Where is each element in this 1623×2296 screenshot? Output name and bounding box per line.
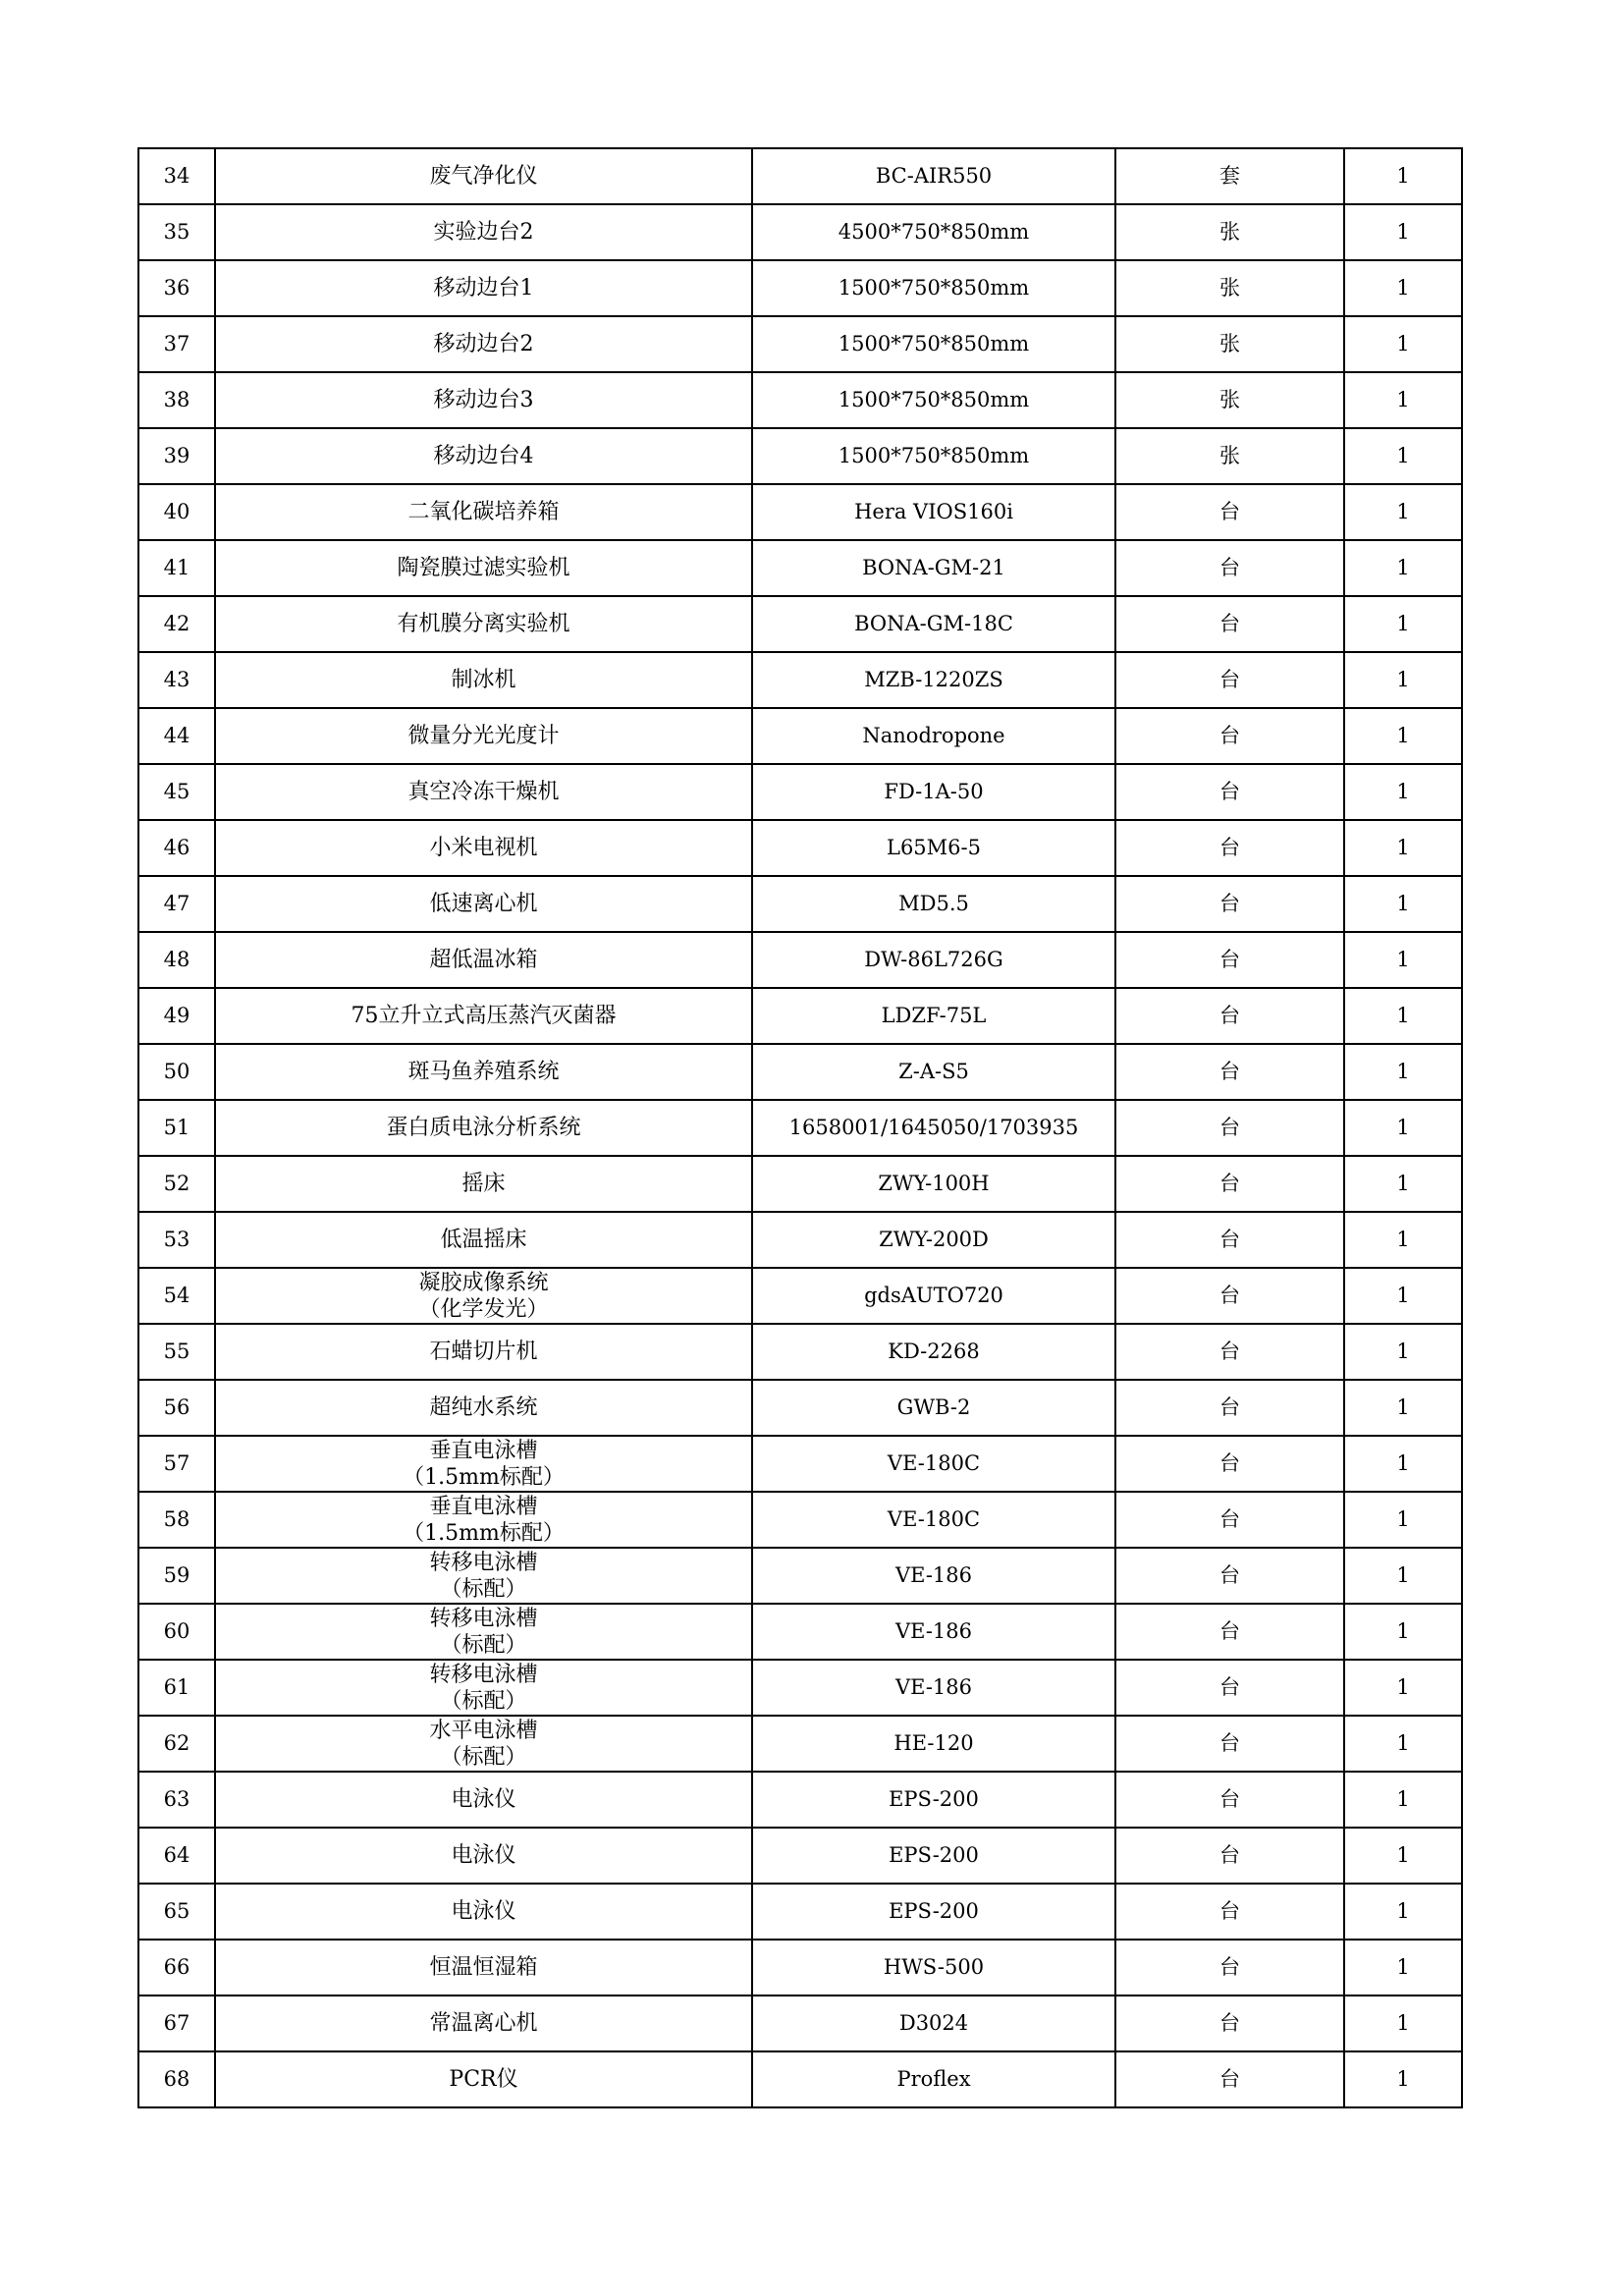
equipment-name-line: （标配）	[440, 1744, 527, 1770]
quantity-cell: 1	[1344, 1100, 1462, 1156]
row-number-cell: 62	[138, 1716, 215, 1772]
equipment-name-line: 水平电泳槽	[429, 1718, 538, 1743]
quantity-cell: 1	[1344, 1995, 1462, 2051]
equipment-name-cell	[215, 1604, 752, 1660]
table-row	[138, 932, 1462, 988]
equipment-name-cell	[215, 764, 752, 820]
equipment-name-line: 真空冷冻干燥机	[407, 780, 560, 804]
equipment-name-line: 废气净化仪	[429, 164, 538, 189]
table-row	[138, 876, 1462, 932]
quantity-cell: 1	[1344, 1940, 1462, 1995]
model-cell: gdsAUTO720	[752, 1268, 1115, 1324]
unit-cell: 套	[1115, 148, 1344, 204]
row-number-cell: 52	[138, 1156, 215, 1212]
model-cell: 4500*750*850mm	[752, 204, 1115, 260]
table-row	[138, 260, 1462, 316]
equipment-name-cell	[215, 1995, 752, 2051]
row-number-cell: 63	[138, 1772, 215, 1828]
equipment-name-line: 微量分光光度计	[407, 724, 560, 748]
equipment-name-line: （标配）	[440, 1576, 527, 1602]
row-number-cell: 68	[138, 2051, 215, 2107]
table-row	[138, 764, 1462, 820]
equipment-name-cell	[215, 988, 752, 1044]
table-row	[138, 1995, 1462, 2051]
table-row	[138, 540, 1462, 596]
model-cell: 1500*750*850mm	[752, 372, 1115, 428]
quantity-cell: 1	[1344, 876, 1462, 932]
equipment-name-cell	[215, 316, 752, 372]
equipment-name-line: 移动边台3	[433, 388, 534, 412]
row-number-cell: 64	[138, 1828, 215, 1884]
model-cell: LDZF-75L	[752, 988, 1115, 1044]
table-row	[138, 1380, 1462, 1436]
table-row	[138, 820, 1462, 876]
unit-cell: 台	[1115, 764, 1344, 820]
equipment-name-line: 有机膜分离实验机	[397, 612, 570, 636]
model-cell: 1500*750*850mm	[752, 260, 1115, 316]
quantity-cell: 1	[1344, 932, 1462, 988]
table-row	[138, 1660, 1462, 1716]
quantity-cell: 1	[1344, 1436, 1462, 1492]
unit-cell: 台	[1115, 540, 1344, 596]
equipment-name-line: 移动边台4	[433, 444, 534, 468]
quantity-cell: 1	[1344, 148, 1462, 204]
row-number-cell: 67	[138, 1995, 215, 2051]
row-number-cell: 57	[138, 1436, 215, 1492]
quantity-cell: 1	[1344, 1548, 1462, 1604]
equipment-name-cell	[215, 540, 752, 596]
row-number-cell: 60	[138, 1604, 215, 1660]
equipment-name-cell	[215, 820, 752, 876]
unit-cell: 台	[1115, 1100, 1344, 1156]
unit-cell: 台	[1115, 1995, 1344, 2051]
equipment-name-line: 凝胶成像系统	[418, 1270, 549, 1295]
equipment-name-cell	[215, 1548, 752, 1604]
quantity-cell: 1	[1344, 372, 1462, 428]
unit-cell: 台	[1115, 1716, 1344, 1772]
table-row	[138, 1100, 1462, 1156]
equipment-name-cell	[215, 204, 752, 260]
equipment-table	[137, 147, 1463, 2108]
equipment-name-cell	[215, 1716, 752, 1772]
quantity-cell: 1	[1344, 1828, 1462, 1884]
unit-cell: 台	[1115, 1212, 1344, 1268]
equipment-name-cell	[215, 1380, 752, 1436]
row-number-cell: 51	[138, 1100, 215, 1156]
equipment-name-cell	[215, 1044, 752, 1100]
model-cell: BONA-GM-21	[752, 540, 1115, 596]
row-number-cell: 35	[138, 204, 215, 260]
table-row	[138, 988, 1462, 1044]
row-number-cell: 42	[138, 596, 215, 652]
unit-cell: 台	[1115, 1884, 1344, 1940]
model-cell: 1500*750*850mm	[752, 428, 1115, 484]
table-row	[138, 316, 1462, 372]
model-cell: Z-A-S5	[752, 1044, 1115, 1100]
model-cell: VE-186	[752, 1660, 1115, 1716]
equipment-name-cell	[215, 484, 752, 540]
equipment-name-line: （化学发光）	[418, 1296, 549, 1322]
row-number-cell: 53	[138, 1212, 215, 1268]
table-row	[138, 1548, 1462, 1604]
equipment-name-cell	[215, 1268, 752, 1324]
unit-cell: 台	[1115, 1660, 1344, 1716]
table-row	[138, 1324, 1462, 1380]
model-cell: EPS-200	[752, 1772, 1115, 1828]
model-cell: L65M6-5	[752, 820, 1115, 876]
equipment-name-line: 75立升立式高压蒸汽灭菌器	[351, 1004, 617, 1028]
model-cell: 1658001/1645050/1703935	[752, 1100, 1115, 1156]
unit-cell: 台	[1115, 1268, 1344, 1324]
equipment-name-line: （标配）	[440, 1632, 527, 1658]
model-cell: MZB-1220ZS	[752, 652, 1115, 708]
quantity-cell: 1	[1344, 2051, 1462, 2107]
unit-cell: 台	[1115, 708, 1344, 764]
equipment-name-line: 小米电视机	[429, 836, 538, 860]
table-row	[138, 708, 1462, 764]
equipment-name-line: 电泳仪	[451, 1899, 516, 1924]
model-cell: ZWY-100H	[752, 1156, 1115, 1212]
row-number-cell: 58	[138, 1492, 215, 1548]
row-number-cell: 34	[138, 148, 215, 204]
model-cell: VE-186	[752, 1604, 1115, 1660]
equipment-name-line: PCR仪	[449, 2067, 518, 2092]
equipment-name-cell	[215, 1884, 752, 1940]
quantity-cell: 1	[1344, 1604, 1462, 1660]
model-cell: HWS-500	[752, 1940, 1115, 1995]
equipment-name-line: 垂直电泳槽	[429, 1438, 538, 1463]
row-number-cell: 38	[138, 372, 215, 428]
unit-cell: 台	[1115, 932, 1344, 988]
equipment-name-line: 石蜡切片机	[429, 1339, 538, 1364]
equipment-name-line: 低温摇床	[440, 1228, 527, 1252]
quantity-cell: 1	[1344, 484, 1462, 540]
table-row	[138, 1156, 1462, 1212]
equipment-name-cell	[215, 372, 752, 428]
equipment-name-line: 垂直电泳槽	[429, 1494, 538, 1519]
row-number-cell: 37	[138, 316, 215, 372]
model-cell: EPS-200	[752, 1884, 1115, 1940]
equipment-name-cell	[215, 260, 752, 316]
quantity-cell: 1	[1344, 428, 1462, 484]
equipment-name-cell	[215, 1100, 752, 1156]
row-number-cell: 46	[138, 820, 215, 876]
model-cell: VE-180C	[752, 1492, 1115, 1548]
equipment-name-line: 移动边台1	[433, 276, 534, 301]
model-cell: EPS-200	[752, 1828, 1115, 1884]
row-number-cell: 45	[138, 764, 215, 820]
quantity-cell: 1	[1344, 540, 1462, 596]
equipment-name-cell	[215, 148, 752, 204]
row-number-cell: 50	[138, 1044, 215, 1100]
equipment-name-line: 超纯水系统	[429, 1395, 538, 1420]
equipment-name-cell	[215, 876, 752, 932]
table-row	[138, 1884, 1462, 1940]
table-row	[138, 204, 1462, 260]
model-cell: Hera VIOS160i	[752, 484, 1115, 540]
model-cell: VE-186	[752, 1548, 1115, 1604]
model-cell: GWB-2	[752, 1380, 1115, 1436]
equipment-name-line: （标配）	[440, 1688, 527, 1714]
row-number-cell: 61	[138, 1660, 215, 1716]
unit-cell: 台	[1115, 1156, 1344, 1212]
row-number-cell: 49	[138, 988, 215, 1044]
model-cell: VE-180C	[752, 1436, 1115, 1492]
unit-cell: 台	[1115, 1772, 1344, 1828]
table-row	[138, 1268, 1462, 1324]
unit-cell: 台	[1115, 1324, 1344, 1380]
quantity-cell: 1	[1344, 820, 1462, 876]
table-row	[138, 372, 1462, 428]
equipment-name-line: 电泳仪	[451, 1843, 516, 1868]
table-row	[138, 1212, 1462, 1268]
quantity-cell: 1	[1344, 1772, 1462, 1828]
equipment-name-cell	[215, 1940, 752, 1995]
row-number-cell: 47	[138, 876, 215, 932]
table-row	[138, 484, 1462, 540]
equipment-name-cell	[215, 428, 752, 484]
table-row	[138, 428, 1462, 484]
quantity-cell: 1	[1344, 652, 1462, 708]
equipment-name-cell	[215, 1212, 752, 1268]
equipment-name-line: 蛋白质电泳分析系统	[386, 1116, 581, 1140]
equipment-name-cell	[215, 1436, 752, 1492]
model-cell: KD-2268	[752, 1324, 1115, 1380]
quantity-cell: 1	[1344, 596, 1462, 652]
unit-cell: 台	[1115, 876, 1344, 932]
equipment-name-cell	[215, 652, 752, 708]
equipment-name-cell	[215, 2051, 752, 2107]
quantity-cell: 1	[1344, 1660, 1462, 1716]
model-cell: D3024	[752, 1995, 1115, 2051]
table-row	[138, 596, 1462, 652]
equipment-name-cell	[215, 1492, 752, 1548]
equipment-name-line: 转移电泳槽	[429, 1606, 538, 1631]
unit-cell: 台	[1115, 2051, 1344, 2107]
equipment-name-line: 斑马鱼养殖系统	[407, 1060, 560, 1084]
unit-cell: 张	[1115, 204, 1344, 260]
quantity-cell: 1	[1344, 708, 1462, 764]
row-number-cell: 39	[138, 428, 215, 484]
quantity-cell: 1	[1344, 260, 1462, 316]
row-number-cell: 40	[138, 484, 215, 540]
table-row	[138, 1772, 1462, 1828]
table-row	[138, 1716, 1462, 1772]
quantity-cell: 1	[1344, 1268, 1462, 1324]
model-cell: Proflex	[752, 2051, 1115, 2107]
row-number-cell: 54	[138, 1268, 215, 1324]
row-number-cell: 43	[138, 652, 215, 708]
model-cell: BC-AIR550	[752, 148, 1115, 204]
unit-cell: 台	[1115, 652, 1344, 708]
unit-cell: 台	[1115, 1492, 1344, 1548]
row-number-cell: 44	[138, 708, 215, 764]
equipment-name-cell	[215, 708, 752, 764]
row-number-cell: 41	[138, 540, 215, 596]
model-cell: ZWY-200D	[752, 1212, 1115, 1268]
row-number-cell: 48	[138, 932, 215, 988]
table-row	[138, 1604, 1462, 1660]
row-number-cell: 56	[138, 1380, 215, 1436]
quantity-cell: 1	[1344, 1212, 1462, 1268]
quantity-cell: 1	[1344, 1716, 1462, 1772]
model-cell: MD5.5	[752, 876, 1115, 932]
row-number-cell: 36	[138, 260, 215, 316]
equipment-name-line: （1.5mm标配）	[403, 1520, 565, 1546]
equipment-name-line: 陶瓷膜过滤实验机	[397, 556, 570, 580]
unit-cell: 张	[1115, 428, 1344, 484]
unit-cell: 台	[1115, 1380, 1344, 1436]
model-cell: 1500*750*850mm	[752, 316, 1115, 372]
equipment-table-body	[138, 148, 1462, 2107]
table-row	[138, 1940, 1462, 1995]
quantity-cell: 1	[1344, 1156, 1462, 1212]
model-cell: BONA-GM-18C	[752, 596, 1115, 652]
quantity-cell: 1	[1344, 1380, 1462, 1436]
equipment-name-line: 移动边台2	[433, 332, 534, 356]
unit-cell: 台	[1115, 596, 1344, 652]
equipment-name-line: 转移电泳槽	[429, 1662, 538, 1687]
model-cell: FD-1A-50	[752, 764, 1115, 820]
equipment-name-cell	[215, 1772, 752, 1828]
model-cell: HE-120	[752, 1716, 1115, 1772]
table-row	[138, 652, 1462, 708]
unit-cell: 台	[1115, 484, 1344, 540]
table-row	[138, 1436, 1462, 1492]
equipment-name-line: 恒温恒湿箱	[429, 1955, 538, 1980]
unit-cell: 台	[1115, 1604, 1344, 1660]
table-row	[138, 1044, 1462, 1100]
equipment-name-line: 低速离心机	[429, 892, 538, 916]
quantity-cell: 1	[1344, 1884, 1462, 1940]
unit-cell: 台	[1115, 1940, 1344, 1995]
quantity-cell: 1	[1344, 764, 1462, 820]
equipment-name-line: 实验边台2	[433, 220, 534, 245]
quantity-cell: 1	[1344, 1324, 1462, 1380]
equipment-name-line: 转移电泳槽	[429, 1550, 538, 1575]
unit-cell: 台	[1115, 820, 1344, 876]
equipment-name-line: 摇床	[461, 1172, 506, 1196]
quantity-cell: 1	[1344, 1044, 1462, 1100]
equipment-name-line: 二氧化碳培养箱	[407, 500, 560, 524]
quantity-cell: 1	[1344, 316, 1462, 372]
table-row	[138, 1828, 1462, 1884]
equipment-name-line: 超低温冰箱	[429, 948, 538, 972]
unit-cell: 台	[1115, 1436, 1344, 1492]
equipment-name-cell	[215, 596, 752, 652]
table-row	[138, 2051, 1462, 2107]
equipment-name-cell	[215, 1828, 752, 1884]
equipment-name-line: 电泳仪	[451, 1787, 516, 1812]
model-cell: Nanodropone	[752, 708, 1115, 764]
equipment-name-cell	[215, 1156, 752, 1212]
row-number-cell: 66	[138, 1940, 215, 1995]
row-number-cell: 55	[138, 1324, 215, 1380]
quantity-cell: 1	[1344, 988, 1462, 1044]
equipment-name-line: 常温离心机	[429, 2011, 538, 2036]
unit-cell: 台	[1115, 1828, 1344, 1884]
equipment-name-line: （1.5mm标配）	[403, 1464, 565, 1490]
equipment-name-cell	[215, 1324, 752, 1380]
table-row	[138, 1492, 1462, 1548]
unit-cell: 张	[1115, 372, 1344, 428]
equipment-name-cell	[215, 1660, 752, 1716]
table-row	[138, 148, 1462, 204]
unit-cell: 张	[1115, 260, 1344, 316]
quantity-cell: 1	[1344, 204, 1462, 260]
unit-cell: 台	[1115, 1548, 1344, 1604]
unit-cell: 台	[1115, 1044, 1344, 1100]
unit-cell: 台	[1115, 988, 1344, 1044]
unit-cell: 张	[1115, 316, 1344, 372]
equipment-name-cell	[215, 932, 752, 988]
row-number-cell: 59	[138, 1548, 215, 1604]
model-cell: DW-86L726G	[752, 932, 1115, 988]
row-number-cell: 65	[138, 1884, 215, 1940]
equipment-name-line: 制冰机	[451, 668, 516, 692]
quantity-cell: 1	[1344, 1492, 1462, 1548]
